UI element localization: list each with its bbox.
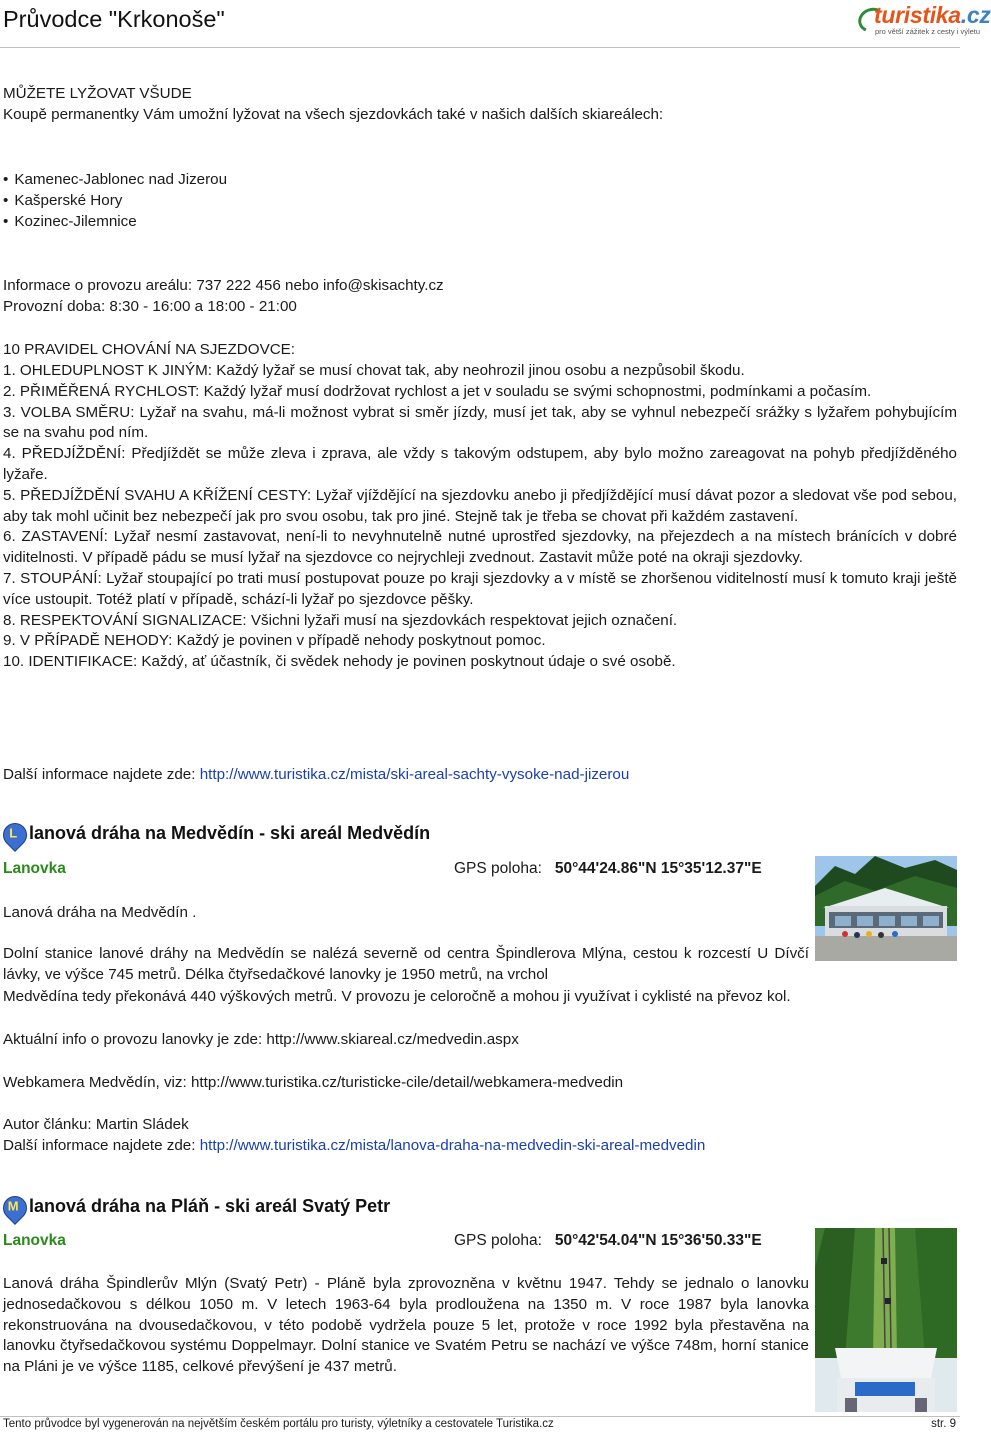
poi-description: Lanová dráha Špindlerův Mlýn (Svatý Petr) - Pláně byla zprovozněna v květnu 1947. Tehdy se jednalo o lanovku jednosedačkovou s délkou 1050 m. V letech 1963-64 byla prodloužena na 1350 m. V roce 1987 byla lanovka rekonstruována na dvousedačkovou, v této podobě vydržela pouze 5 let, protože v roce 1992 byla přestavěna na lanovku čtyřsedačkovou systému Doppelmayr. Dolní stanice ve Svatém Petru se nachází ve výšce 748m, horní stanice na Pláni je ve výšce 1185, celkové převýšení je 437 metrů. <box>3 1275 809 1376</box>
poi-subtitle: Lanová dráha na Medvědín . <box>3 904 197 921</box>
poi-more-info <box>3 1136 705 1156</box>
area-item: • Kašperské Hory <box>3 191 122 211</box>
turistika-logo[interactable] <box>858 2 991 42</box>
poi-gps <box>454 1232 762 1250</box>
more-info-link[interactable]: http://www.turistika.cz/mista/lanova-draha-na-medvedin-ski-areal-medvedin <box>199 1137 706 1154</box>
header-divider <box>0 47 960 48</box>
gps-label: GPS poloha: <box>454 860 542 877</box>
area-item: • Kozinec-Jilemnice <box>3 212 137 232</box>
gps-value: 50°44'24.86"N 15°35'12.37"E <box>554 860 762 877</box>
pin-letter: M <box>7 1198 19 1214</box>
poi-title[interactable]: lanová dráha na Medvědín - ski areál Medvědín <box>29 823 431 843</box>
poi-description-wrapped: Dolní stanice lanové dráhy na Medvědín se nalézá severně od centra Špindlerova Mlýna, cestou k rozcestí U Dívčí lávky, ve výšce 745 metrů. Délka čtyřsedačkové lanovky je 1950 metrů, na vrchol <box>3 945 809 983</box>
rule-item: 6. ZASTAVENÍ: Lyžař nesmí zastavovat, není-li to nevyhnutelně nutné uprostřed sjezdovky, na přejezdech a na místech bránících v dobré viditelnosti. V případě pádu se musí lyžař na sjezdovce co nejrychleji zvednout. Zastavit může poté na okraji sjezdovky. <box>3 528 957 567</box>
gps-value: 50°42'54.04"N 15°36'50.33"E <box>554 1232 762 1249</box>
rule-item: 1. OHLEDUPLNOST K JINÝM: Každý lyžař se musí chovat tak, aby neohrozil jinou osobu a nezpůsobil škodu. <box>3 362 745 379</box>
more-info-label: Další informace najdete zde: <box>3 766 196 783</box>
document-title: Průvodce "Krkonoše" <box>3 6 225 32</box>
poi-lift-info: Aktuální info o provozu lanovky je zde: http://www.skiareal.cz/medvedin.aspx <box>3 1031 519 1048</box>
rule-item: 8. RESPEKTOVÁNÍ SIGNALIZACE: Všichni lyžaři musí na sjezdovkách respektovat jejich označení. <box>3 611 678 629</box>
poi-gps <box>454 860 762 878</box>
gps-label: GPS poloha: <box>454 1232 542 1249</box>
footer-divider <box>0 1416 960 1417</box>
more-info-link[interactable]: http://www.turistika.cz/mista/ski-areal-sachty-vysoke-nad-jizerou <box>199 766 630 783</box>
poi-description-cont: Medvědína tedy překonává 440 výškových metrů. V provozu je celoročně a mohou ji využívat i cyklisté na převoz kol. <box>3 988 791 1005</box>
rule-item: 3. VOLBA SMĚRU: Lyžař na svahu, má-li možnost vybrat si směr jízdy, musí jet tak, aby se vyhnul nebezpečí srážky s lyžařem pohybujícím se na svahu pod ním. <box>3 403 957 442</box>
rule-item: 4. PŘEDJÍŽDĚNÍ: Předjíždět se může zleva i zprava, ale vždy s takovým odstupem, aby bylo možno zareagovat na pohyb předjížděného lyžaře. <box>3 445 957 483</box>
more-info-label: Další informace najdete zde: <box>3 1137 196 1154</box>
rule-item: 5. PŘEDJÍŽDĚNÍ SVAHU A KŘÍŽENÍ CESTY: Lyžař vjíždějící na sjezdovku anebo ji předjíždějící musí dávat pozor a sledovat vše pod sebou, aby tak mohl učinit bez nebezpečí jak pro svou osobu, tak pro jiné. Stejně tak je třeba se chovat při každém zastavení. <box>3 486 957 525</box>
footer-text: Tento průvodce byl vygenerován na největším českém portálu pro turisty, výletníky a cestovatele Turistika.cz <box>3 1418 554 1430</box>
logo-word: turistika <box>874 2 961 28</box>
poi-author: Autor článku: Martin Sládek <box>3 1116 189 1133</box>
poi-category: Lanovka <box>3 1232 66 1249</box>
logo-tld: .cz <box>960 2 991 28</box>
map-pin-icon <box>0 1191 32 1225</box>
poi-title[interactable]: lanová dráha na Pláň - ski areál Svatý Petr <box>29 1196 391 1216</box>
page-header <box>0 0 991 46</box>
rules-heading: 10 PRAVIDEL CHOVÁNÍ NA SJEZDOVCE: <box>3 341 296 358</box>
rules-more-info <box>3 765 629 785</box>
rules-list <box>3 361 957 673</box>
logo-tagline: pro větší zážitek z cesty i výletu <box>875 27 981 36</box>
poi-webcam: Webkamera Medvědín, viz: http://www.turistika.cz/turisticke-cile/detail/webkamera-medvedin <box>3 1074 624 1091</box>
intro-text: Koupě permanentky Vám umožní lyžovat na všech sjezdovkách také v našich dalších skiareálech: <box>3 106 664 123</box>
rule-item: 10. IDENTIFIKACE: Každý, ať účastník, či svědek nehody je povinen poskytnout údaje o své osobě. <box>3 653 676 671</box>
rule-item: 2. PŘIMĚŘENÁ RYCHLOST: Každý lyžař musí dodržovat rychlost a jet v souladu se svými schopnostmi, podmínkami a počasím. <box>3 382 872 400</box>
medvedin-photo <box>815 856 957 961</box>
pin-letter: L <box>9 825 18 841</box>
intro-hours: Provozní doba: 8:30 - 16:00 a 18:00 - 21:00 <box>3 298 297 315</box>
page-number: str. 9 <box>931 1418 956 1430</box>
svaty-petr-photo <box>815 1228 957 1412</box>
intro-heading: MŮŽETE LYŽOVAT VŠUDE <box>3 85 192 102</box>
rule-item: 9. V PŘÍPADĚ NEHODY: Každý je povinen v případě nehody poskytnout pomoc. <box>3 632 546 650</box>
poi-category: Lanovka <box>3 860 66 877</box>
map-pin-icon <box>0 818 32 852</box>
intro-contact: Informace o provozu areálu: 737 222 456 nebo info@skisachty.cz <box>3 277 444 294</box>
area-item: • Kamenec-Jablonec nad Jizerou <box>3 170 227 190</box>
rule-item: 7. STOUPÁNÍ: Lyžař stoupající po trati musí postupovat pouze po kraji sjezdovky a v místě se zhoršenou viditelností musí k tomuto kraji ještě více ustoupit. Totéž platí v případě, schází-li lyžař po sjezdovce pěšky. <box>3 569 957 608</box>
